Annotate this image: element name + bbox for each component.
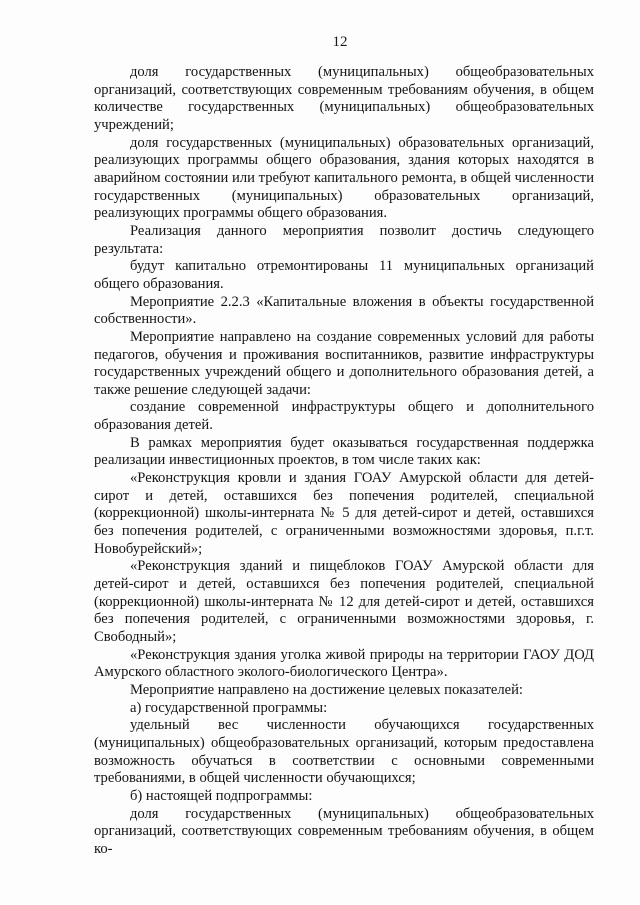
paragraph: б) настоящей подпрограммы: [130, 787, 313, 804]
paragraph: «Реконструкция здания уголка живой природы на территории ГАОУ ДОД Амурского областного эколого-биологического Центра». [94, 646, 594, 681]
paragraph: доля государственных (муниципальных) общеобразовательных организаций, соответствующих современным требованиям обучения, в общем ко- [94, 805, 594, 857]
page-number: 12 [332, 34, 348, 50]
paragraph: создание современной инфраструктуры общего и дополнительного образования детей. [94, 399, 594, 434]
paragraph: удельный вес численности обучающихся государственных (муниципальных) общеобразовательных организаций, которым предоставлена возможность обучаться в соответствии с основными современными требованиями, в общей численности обучающихся; [94, 717, 594, 787]
document-body [94, 64, 594, 859]
paragraph: доля государственных (муниципальных) образовательных организаций, реализующих программы общего образования, здания которых находятся в аварийном состоянии или требуют капитального ремонта, в общей численности государственных (муниципальных) образовательных организаций, реализующих программы общего образования. [94, 134, 594, 222]
paragraph: В рамках мероприятия будет оказываться государственная поддержка реализации инвестиционных проектов, в том числе таких как: [94, 434, 594, 469]
paragraph: Мероприятие направлено на достижение целевых показателей: [130, 681, 523, 698]
paragraph: а) государственной программы: [130, 699, 328, 716]
paragraph: «Реконструкция кровли и здания ГОАУ Амурской области для детей-сирот и детей, оставшихся без попечения родителей, специальной (коррекционной) школы-интерната № 5 для детей-сирот и детей, оставшихся без попечения родителей, с ограниченными возможностями здоровья, п.г.т. Новобурейский»; [94, 470, 594, 557]
paragraph: Мероприятие направлено на создание современных условий для работы педагогов, обучения и проживания воспитанников, развитие инфраструктуры государственных учреждений общего и дополнительного образования детей, а также решение следующей задачи: [94, 328, 594, 398]
paragraph: будут капитально отремонтированы 11 муниципальных организаций общего образования. [94, 258, 594, 292]
paragraph: доля государственных (муниципальных) общеобразовательных организаций, соответствующих современным требованиям обучения, в общем количестве государственных (муниципальных) общеобразовательных учреждений; [94, 64, 594, 133]
paragraph: Мероприятие 2.2.3 «Капитальные вложения в объекты государственной собственности». [94, 293, 594, 328]
paragraph: Реализация данного мероприятия позволит достичь следующего результата: [94, 222, 594, 257]
paragraph: «Реконструкция зданий и пищеблоков ГОАУ Амурской области для детей-сирот и детей, оставшихся без попечения родителей, специальной (коррекционной) школы-интерната № 12 для детей-сирот и детей, оставшихся без попечения родителей, с ограниченными возможностями здоровья, г. Свободный»; [94, 558, 594, 645]
